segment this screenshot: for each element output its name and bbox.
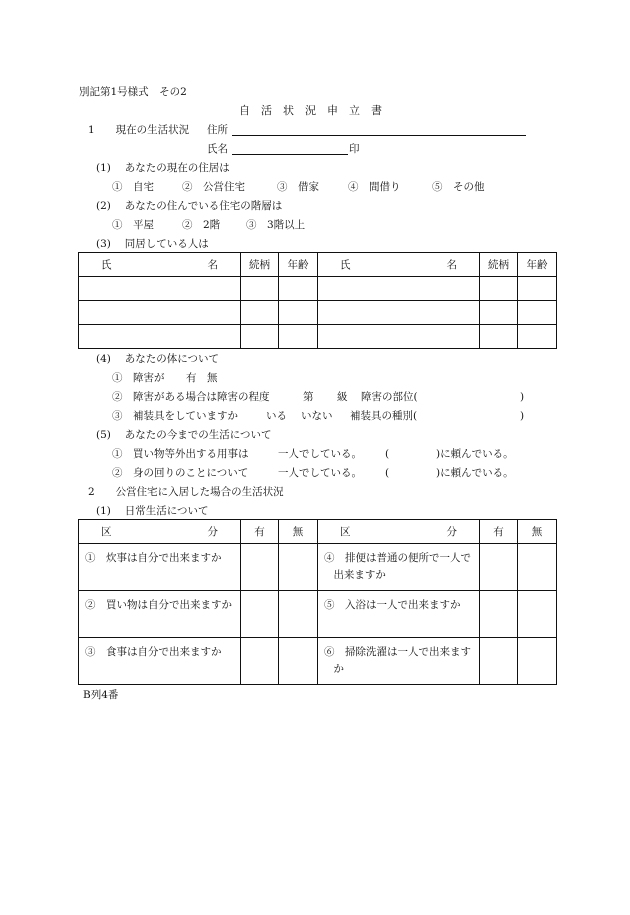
q5-selfcare-rely[interactable]: )に頼んでいる。	[436, 467, 514, 479]
household-name-cell[interactable]	[79, 325, 241, 349]
q2-option-second-floor[interactable]: ② 2階	[182, 219, 221, 231]
header-name-given-2: 氏	[340, 259, 351, 271]
q4-grade-field[interactable]	[318, 390, 334, 404]
eating-no-cell[interactable]	[279, 638, 318, 685]
q5-selfcare-self[interactable]: 一人でしている。	[278, 467, 362, 479]
q4-disability-label: ① 障害が	[112, 372, 165, 384]
cleaning-yes-cell[interactable]	[480, 638, 518, 685]
q4-part-label: 障害の部位(	[361, 391, 418, 403]
header-category-left-b: 分	[207, 526, 218, 538]
header-age-right: 年齢	[518, 253, 557, 277]
q4-grade-suffix: 級	[337, 391, 348, 403]
shopping-no-cell[interactable]	[279, 591, 318, 638]
household-relation-cell[interactable]	[241, 301, 279, 325]
q4-prosthesis-label: ③ 補装具をしていますか	[112, 410, 238, 422]
household-age-cell[interactable]	[518, 301, 557, 325]
header-category-left-a: 区	[101, 526, 112, 538]
q4-disability-no[interactable]: 無	[207, 372, 218, 384]
q4-grade-prefix: 第	[303, 391, 314, 403]
item-toilet: ④ 排便は普通の便所で一人で出来ますか	[318, 544, 480, 591]
header-category-right-a: 区	[340, 526, 351, 538]
q4-prosthesis-no[interactable]: いない	[301, 410, 333, 422]
header-yes-left: 有	[241, 520, 279, 544]
household-name-cell[interactable]	[318, 301, 480, 325]
paper-size-note: B列4番	[83, 689, 119, 701]
header-name-right	[318, 253, 480, 277]
q2-title: (2) あなたの住んでいる住宅の階層は	[96, 200, 283, 212]
q4-prosthesis-type-field[interactable]	[432, 409, 518, 423]
header-relation-right: 続柄	[480, 253, 518, 277]
household-age-cell[interactable]	[279, 301, 318, 325]
header-name-left	[79, 253, 241, 277]
header-name-family-2: 名	[446, 259, 457, 271]
section1-heading: 1 現在の生活状況	[88, 124, 190, 136]
item-cooking: ① 炊事は自分で出来ますか	[79, 544, 241, 591]
household-name-cell[interactable]	[79, 277, 241, 301]
q5-title: (5) あなたの今までの生活について	[96, 429, 272, 441]
q5-errands-rely[interactable]: )に頼んでいる。	[436, 448, 514, 460]
q1-option-other[interactable]: ⑤ その他	[432, 181, 485, 193]
header-category-left	[79, 520, 241, 544]
household-age-cell[interactable]	[518, 277, 557, 301]
q4-grade-label: ② 障害がある場合は障害の程度	[112, 391, 270, 403]
item-cleaning-laundry: ⑥ 掃除洗濯は一人で出来ますか	[318, 638, 480, 685]
q3-title: (3) 同居している人は	[96, 238, 209, 250]
q2-option-third-floor-up[interactable]: ③ 3階以上	[246, 219, 306, 231]
table-row	[79, 638, 557, 685]
household-age-cell[interactable]	[518, 325, 557, 349]
q4-prosthesis-type-label: 補装具の種別(	[350, 410, 418, 422]
address-field[interactable]	[232, 135, 526, 136]
table-row	[79, 277, 557, 301]
header-category-right	[318, 520, 480, 544]
table-row	[79, 544, 557, 591]
q5-selfcare-label: ② 身の回りのことについて	[112, 467, 249, 479]
item-eating: ③ 食事は自分で出来ますか	[79, 638, 241, 685]
q2-option-single-story[interactable]: ① 平屋	[112, 219, 154, 231]
q1-title: (1) あなたの現在の住居は	[96, 162, 230, 174]
household-relation-cell[interactable]	[480, 325, 518, 349]
table-row	[79, 301, 557, 325]
q1-option-room-rental[interactable]: ④ 間借り	[348, 181, 401, 193]
seal-label: 印	[349, 143, 360, 155]
cooking-no-cell[interactable]	[279, 544, 318, 591]
cooking-yes-cell[interactable]	[241, 544, 279, 591]
household-name-cell[interactable]	[318, 277, 480, 301]
q5-selfcare-helper-field[interactable]	[394, 466, 434, 480]
page-title: 自 活 状 況 申 立 書	[239, 104, 382, 117]
shopping-yes-cell[interactable]	[241, 591, 279, 638]
daily-header-row	[79, 520, 557, 544]
q5-errands-open: (	[385, 448, 390, 460]
household-name-cell[interactable]	[318, 325, 480, 349]
q4-part-close: )	[520, 391, 525, 403]
household-relation-cell[interactable]	[241, 277, 279, 301]
q5-errands-self[interactable]: 一人でしている。	[278, 448, 362, 460]
bathing-yes-cell[interactable]	[480, 591, 518, 638]
household-name-cell[interactable]	[79, 301, 241, 325]
q1-option-rented-house[interactable]: ③ 借家	[277, 181, 319, 193]
toilet-no-cell[interactable]	[518, 544, 557, 591]
header-category-right-b: 分	[446, 526, 457, 538]
item-shopping: ② 買い物は自分で出来ますか	[79, 591, 241, 638]
q1-option-home[interactable]: ① 自宅	[112, 181, 154, 193]
header-yes-right: 有	[480, 520, 518, 544]
household-relation-cell[interactable]	[241, 325, 279, 349]
name-label: 氏名	[207, 143, 228, 155]
cleaning-no-cell[interactable]	[518, 638, 557, 685]
name-field[interactable]	[232, 154, 348, 155]
bathing-no-cell[interactable]	[518, 591, 557, 638]
header-no-right: 無	[518, 520, 557, 544]
table-row	[79, 591, 557, 638]
household-relation-cell[interactable]	[480, 277, 518, 301]
q5-selfcare-open: (	[385, 467, 390, 479]
household-header-row	[79, 253, 557, 277]
header-no-left: 無	[279, 520, 318, 544]
q5-errands-label: ① 買い物等外出する用事は	[112, 448, 249, 460]
q4-disability-yes[interactable]: 有	[186, 372, 197, 384]
form-id: 別記第1号様式 その2	[79, 86, 187, 98]
household-relation-cell[interactable]	[480, 301, 518, 325]
item-bathing: ⑤ 入浴は一人で出来ますか	[318, 591, 480, 638]
header-name-family: 名	[207, 259, 218, 271]
section2-sub: (1) 日常生活について	[96, 505, 209, 517]
q4-part-field[interactable]	[432, 390, 518, 404]
daily-life-table	[78, 519, 557, 685]
toilet-yes-cell[interactable]	[480, 544, 518, 591]
header-relation-left: 続柄	[241, 253, 279, 277]
q4-prosthesis-yes[interactable]: いる	[266, 410, 287, 422]
table-row	[79, 325, 557, 349]
header-name-given: 氏	[101, 259, 112, 271]
header-age-left: 年齢	[279, 253, 318, 277]
section2-heading: 2 公営住宅に入居した場合の生活状況	[88, 486, 284, 498]
household-age-cell[interactable]	[279, 277, 318, 301]
q4-prosthesis-close: )	[520, 410, 525, 422]
q4-title: (4) あなたの体について	[96, 353, 220, 365]
eating-yes-cell[interactable]	[241, 638, 279, 685]
q5-errands-helper-field[interactable]	[394, 447, 434, 461]
household-age-cell[interactable]	[279, 325, 318, 349]
address-label: 住所	[207, 124, 228, 136]
q1-option-public-housing[interactable]: ② 公営住宅	[182, 181, 245, 193]
household-table	[78, 252, 557, 349]
